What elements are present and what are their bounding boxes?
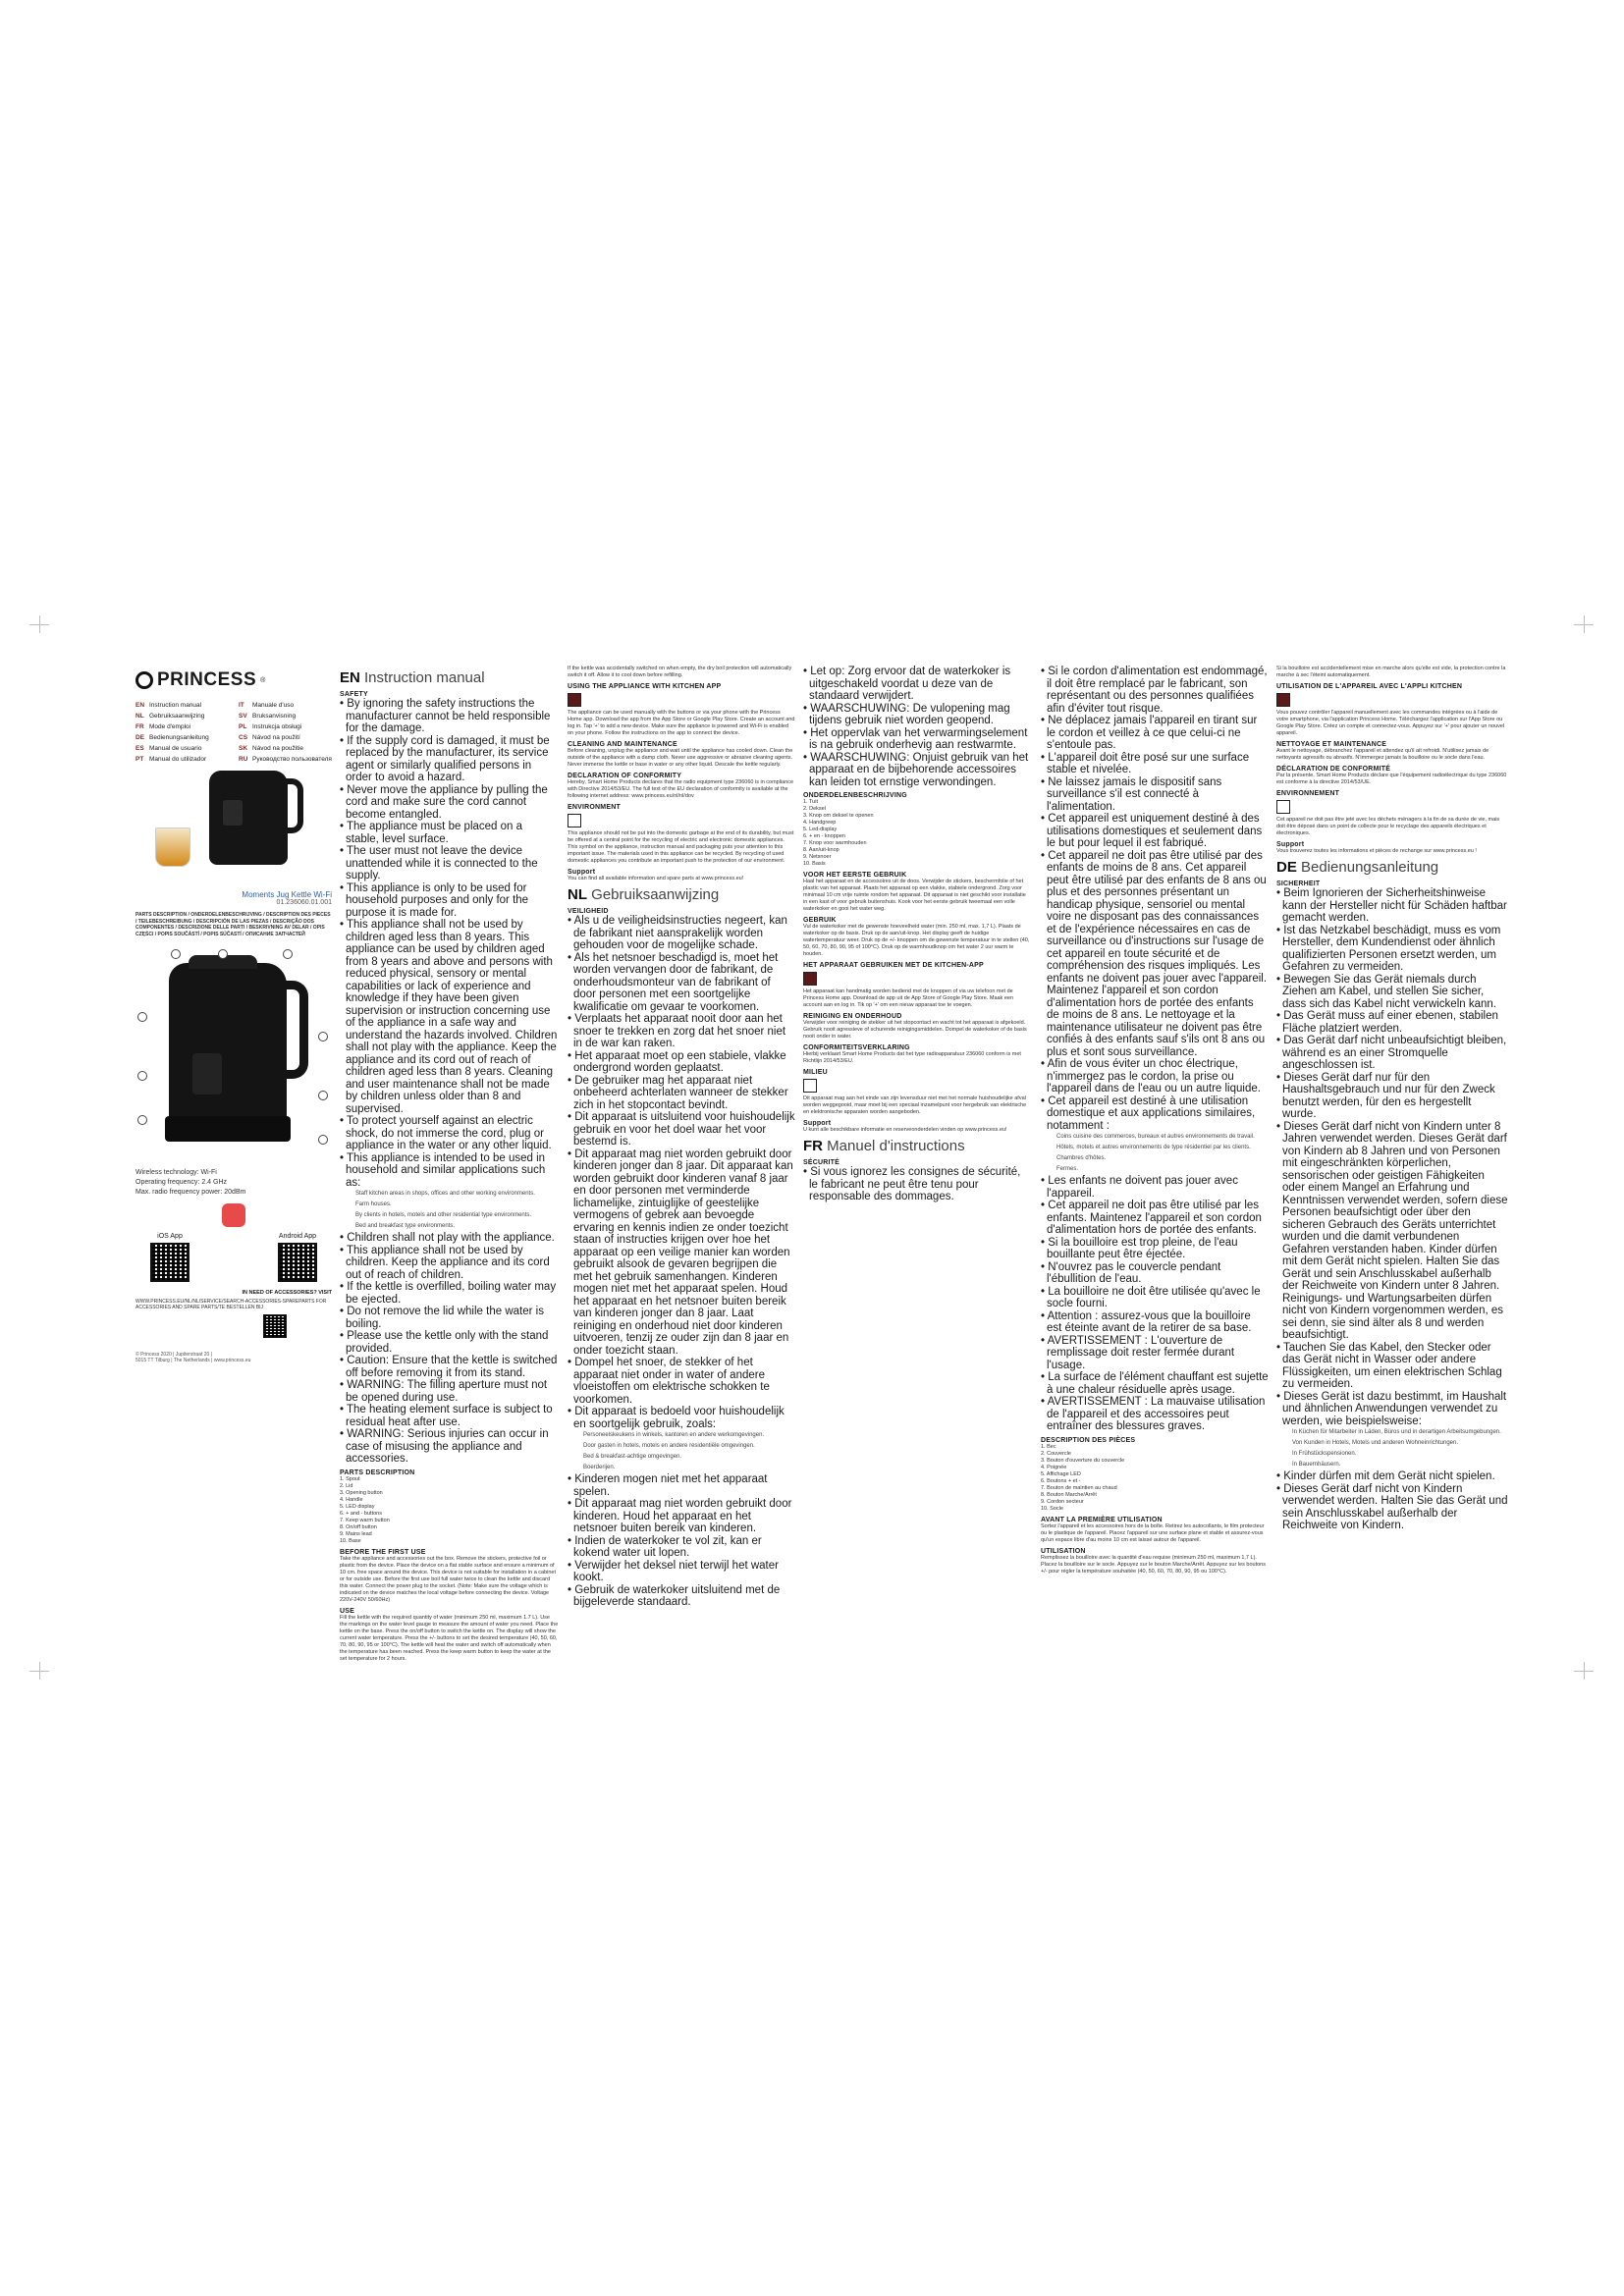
list-item: • Kinderen mogen niet met het apparaat spelen. [568,1473,795,1498]
paragraph: Het apparaat kan handmatig worden bediend met de knoppen of via uw telefoon met de Princess Home app. Download de app uit de App Store of Google Play Store. Maak een account aan en log in. Tik op '+' om een nieuw apparaat toe te voegen. [803,988,1014,1008]
list-item: • Let op: Zorg ervoor dat de waterkoker is uitgeschakeld voordat u deze van de standaard verwijdert. [803,666,1031,703]
list-item: • Das Gerät muss auf einer ebenen, stabilen Fläche platziert werden. [1276,1010,1508,1035]
list-item: • Als u de veiligheidsinstructies negeert, kan de fabrikant niet aansprakelijk worden gehouden voor de mogelijke schade. [568,915,795,952]
paragraph: If the kettle was accidentally switched on when empty, the dry boil protection will automatically switch it off. Allow it to cool down before refilling. [568,666,792,678]
subheading: DÉCLARATION DE CONFORMITÉ [1276,766,1391,773]
footer: © Princess 2020 | Jupiterstraat 20 | 5015 TT Tilburg | The Netherlands | www.princess.eu [135,1352,251,1363]
wireless-specs: Wireless technology: Wi-Fi Operating frequency: 2.4 GHz Max. radio frequency power: 20dBm [135,1169,246,1196]
language-item: RU Руководство пользователя [239,756,332,763]
list-item: • Kinder dürfen mit dem Gerät nicht spielen. [1276,1470,1508,1483]
safety-list [803,666,1031,788]
parts-heading: PARTS DESCRIPTION / ONDERDELENBESCHRIJVING / DESCRIPTION DES PIECES / TEILEBESCHREIBUNG / DESCRIPCIÓN DE LAS PIEZAS / DESCRIÇÃO DOS COMPONENTES / DESCRIZIONE DELLE PARTI / BESKRIVNING AV DELAR / OPIS CZĘŚCI / POPIS SOUČÁSTÍ / POPIS SÚČASTÍ / ОПИСАНИЕ ЗАПЧАСТЕЙ [135,912,331,937]
list-item: • Afin de vous éviter un choc électrique, n'immergez pas le cordon, la prise ou l'appareil dans de l'eau ou un autre liquide. [1041,1058,1269,1095]
subheading: UTILISATION [1041,1547,1086,1555]
list-item: • Cet appareil ne doit pas être utilisé par les enfants. Maintenez l'appareil et son cordon d'alimentation hors de portée des enfants. [1041,1200,1269,1237]
callout-marker [218,949,228,959]
safety-list [1276,887,1508,1427]
list-item: • Verwijder het deksel niet terwijl het water kookt. [568,1560,795,1584]
list-item: • Indien de waterkoker te vol zit, kan er kokend water uit lopen. [568,1535,795,1560]
brand-logo [135,669,332,691]
list-item: • De gebruiker mag het apparaat niet onbeheerd achterlaten wanneer de stekker zich in het stopcontact bevindt. [568,1075,795,1112]
app-qr-codes [135,1233,332,1282]
subheading: ONDERDELENBESCHRIJVING [803,792,907,799]
subheading: REINIGING EN ONDERHOUD [803,1013,902,1020]
subheading: SAFETY [340,691,368,698]
app-icon [222,1203,245,1227]
list-item: • This appliance is only to be used for household purposes and only for the purpose it is made for. [340,882,559,920]
crop-mark [1574,624,1594,625]
list-item: • Ne laissez jamais le dispositif sans surveillance s'il est connecté à l'alimentation. [1041,776,1269,814]
list-item: • The heating element surface is subject to residual heat after use. [340,1404,559,1428]
list-item: • AVERTISSEMENT : La mauvaise utilisation de l'appareil et des accessoires peut entraîner des blessures graves. [1041,1396,1269,1433]
paragraph: Vul de waterkoker met de gewenste hoeveelheid water (min. 250 ml, max. 1,7 L). Plaats de waterkoker op de basis. Druk op de aan/uit-knop. Het display geeft de huidige watertemperatuur weer. Druk op de +/- knoppen om de gewenste temperatuur in te stellen (40, 50, 60, 70, 80, 90, 95 of 100°C). Druk op de warmhoudknop om het water 2 uur warm te houden. [803,924,1030,957]
safety-list-2 [340,1232,559,1466]
list-item: • The user must not leave the device unattended while it is connected to the supply. [340,845,559,882]
paragraph: Cet appareil ne doit pas être jeté avec les déchets ménagers à la fin de sa durée de vie, mais doit être déposé dans un point de collecte pour le recyclage des appareils électriques et électroniques. [1276,817,1500,836]
list-item: • This appliance shall not be used by children. Keep the appliance and its cord out of reach of children. [340,1245,559,1282]
subheading: HET APPARAAT GEBRUIKEN MET DE KITCHEN-APP [803,962,984,969]
list-item: • L'appareil doit être posé sur une surface stable et nivelée. [1041,752,1269,776]
list-item: • Cet appareil est uniquement destiné à des utilisations domestiques et seulement dans le but pour lequel il est fabriqué. [1041,813,1269,850]
recycle-bin-icon [1276,800,1290,814]
app-icon [568,693,581,707]
list-item: • WARNING: The filling aperture must not be opened during use. [340,1379,559,1404]
language-item: SV Bruksanvisning [239,713,297,720]
paragraph: Sortez l'appareil et les accessoires hors de la boîte. Retirez les autocollants, le film protecteur ou le plastique de l'appareil. Placez l'appareil sur une surface plane et stable et assurez-vous qu'un espace libre d'au moins 10 cm est laissé autour de l'appareil. [1041,1522,1265,1543]
qr-code-icon [150,1243,189,1282]
list-item: • Dompel het snoer, de stekker of het apparaat niet onder in water of andere vloeistoffen om elektrische schokken te voorkomen. [568,1357,795,1406]
list-item: • WAARSCHUWING: Onjuist gebruik van het apparaat en de bijbehorende accessoires kan leiden tot ernstige verwondingen. [803,752,1031,789]
paragraph: Haal het apparaat en de accessoires uit de doos. Verwijder de stickers, beschermfolie of het plastic van het apparaat. Plaats het apparaat op een vlakke, stabiele ondergrond. Zorg voor minimaal 10 cm vrije ruimte rondom het apparaat. Dit apparaat is niet geschikt voor installatie in een kast of voor gebruik buitenshuis. Kook voor het eerste gebruik tweemaal een volle waterkoker en gooi het water weg. [803,879,1026,912]
list-item: • Ist das Netzkabel beschädigt, muss es vom Hersteller, dem Kundendienst oder ähnlich qualifizierten Personen ersetzt werden, um Gefahren zu vermeiden. [1276,925,1508,974]
list-item: • Dieses Gerät darf nicht von Kindern unter 8 Jahren verwendet werden. Dieses Gerät darf von Kindern ab 8 Jahren und von Personen mit eingeschränkten körperlichen, sensorischen oder geistigen Fähigkeiten oder einem Mangel an Erfahrung und Kenntnissen verwendet werden, sofern diese Personen beaufsichtigt oder über den sicheren Gebrauch des Geräts unterrichtet wurden und die damit verbundenen Gefahren verstanden haben. Kinder dürfen mit dem Gerät nicht spielen. Halten Sie das Gerät und sein Anschlusskabel außerhalb der Reichweite von Kindern unter 8 Jahren. Reinigungs- und Wartungsarbeiten dürfen nicht von Kindern vorgenommen werden, es sei denn, sie sind älter als 8 und werden beaufsichtigt. [1276,1121,1508,1342]
subheading: CLEANING AND MAINTENANCE [568,741,677,748]
safety-list [1041,666,1269,1132]
callout-marker [318,1032,328,1041]
product-model: 01.236060.01.001 [276,899,332,906]
nl-fr-column [803,666,1031,1203]
subheading: Support [1276,841,1305,848]
paragraph: Remplissez la bouilloire avec la quantité d'eau requise (minimum 250 ml, maximum 1,7 L). Placez la bouilloire sur le socle. Appuyez sur le bouton Marche/Arrêt. Appuyez sur les boutons +/- pour régler la température souhaitée (40, 50, 60, 70, 80, 90, 95 ou 100°C). [1041,1554,1266,1575]
product-name: Moments Jug Kettle Wi-Fi [242,890,332,899]
subheading: SICHERHEIT [1276,881,1321,887]
crown-icon [135,671,153,689]
list-item: • Caution: Ensure that the kettle is switched off before removing it from its stand. [340,1355,559,1379]
safety-list [568,915,795,1430]
recycle-bin-icon [568,814,581,828]
subheading: SÉCURITÉ [803,1159,839,1166]
cover-column [135,666,332,1363]
list-item: • Si la bouilloire est trop pleine, de l'eau bouillante peut être éjectée. [1041,1237,1269,1261]
language-item: EN Instruction manual [135,702,202,709]
subheading: Support [568,869,596,876]
crop-mark [1574,1671,1594,1672]
list-item: • WAARSCHUWING: De vulopening mag tijdens gebruik niet worden geopend. [803,703,1031,727]
list-item: • La bouilloire ne doit être utilisée qu'avec le socle fourni. [1041,1286,1269,1310]
callout-marker [171,949,181,959]
paragraph: The appliance can be used manually with the buttons or via your phone with the Princess Home app. Download the app from the App Store or Google Play Store. Create an account and log in. Tap '+' to add a new device. Make sure the appliance is powered and Wi-Fi is enabled on your phone. Follow the instructions on the app to connect the device. [568,710,795,736]
subheading: ENVIRONMENT [568,804,621,811]
language-item: NL Gebruiksaanwijzing [135,713,205,720]
list-item: • This appliance is intended to be used in household and similar applications such as: [340,1152,559,1190]
kettle-image [209,771,288,865]
list-item: • Dit apparaat mag niet worden gebruikt door kinderen. Houd het apparaat en het netsnoer buiten bereik van kinderen. [568,1498,795,1535]
list-item: • WARNING: Serious injuries can occur in case of misusing the appliance and accessories. [340,1428,559,1466]
list-item: • If the supply cord is damaged, it must be replaced by the manufacturer, its service agent or similarly qualified persons in order to avoid a hazard. [340,735,559,784]
callout-marker [137,1071,147,1081]
subheading: USE [340,1607,354,1615]
list-item: • Do not remove the lid while the water is boiling. [340,1306,559,1330]
paragraph: Fill the kettle with the required quantity of water (minimum 250 ml, maximum 1.7 L). Use the markings on the water level gauge to measure the amount of water you need. Place the kettle on the base. Press the on/off button to switch the kettle on. The display will show the current water temperature. Press the +/- buttons to set the desired temperature (40, 50, 60, 70, 80, 90, 95 or 100°C). The kettle will heat the water and switch off automatically when the temperature has been reached. Press the keep warm button to keep the water at the set temperature for 2 hours. [340,1614,559,1662]
callout-marker [137,1115,147,1125]
paragraph: Before cleaning, unplug the appliance and wait until the appliance has cooled down. Clean the outside of the appliance with a damp cloth. Never use aggressive or abrasive cleaning agents. Never immerse the kettle or base in water or any other liquid. Descale the kettle regularly. [568,748,793,768]
list-item: • Gebruik de waterkoker uitsluitend met de bijgeleverde standaard. [568,1584,795,1609]
safety-list [803,1166,1031,1203]
section-title-nl: NL Gebruiksaanwijzing [568,886,720,903]
safety-list-2 [568,1473,795,1609]
list-item: • Dieses Gerät darf nicht von Kindern verwendet werden. Halten Sie das Gerät und sein Anschlusskabel außerhalb der Reichweite von Kindern. [1276,1483,1508,1532]
language-list [135,701,332,765]
list-item: • Children shall not play with the appliance. [340,1232,559,1245]
parts-list: 1. Bec 2. Couvercle 3. Bouton d'ouverture du couvercle 4. Poignée 5. Affichage LED 6. Boutons + et - 7. Bouton de maintien au chaud 8. Bouton Marche/Arrêt 9. Cordon secteur 10. Socle [1041,1443,1125,1512]
list-item: • By ignoring the safety instructions the manufacturer cannot be held responsible for the damage. [340,698,559,735]
paragraph: Vous trouverez toutes les informations et pièces de rechange sur www.princess.eu ! [1276,848,1477,854]
manual-sheet [135,666,1508,1662]
sub-list: Personeelskeukens in winkels, kantoren en andere werkomgevingen. Door gasten in hotels, motels en andere residentiële omgevingen. Bed & breakfast-achtige omgevingen. Boerderijen. [583,1432,765,1470]
paragraph: You can find all available information and spare parts at www.princess.eu! [568,876,744,881]
language-item: SK Návod na použitie [239,745,304,752]
subheading: BEFORE THE FIRST USE [340,1548,426,1556]
sub-list: Coins cuisine des commerces, bureaux et autres environnements de travail. Hôtels, motels et autres environnements de type résidentiel par les clients. Chambres d'hôtes. Fermes. [1056,1134,1255,1172]
language-item: PL Instrukcja obsługi [239,723,302,730]
list-item: • Het oppervlak van het verwarmingselement is na gebruik onderhevig aan restwarmte. [803,727,1031,752]
list-item: • Het apparaat moet op een stabiele, vlakke ondergrond worden geplaatst. [568,1050,795,1075]
list-item: • Das Gerät darf nicht unbeaufsichtigt bleiben, während es an einer Stromquelle angeschlossen ist. [1276,1035,1508,1072]
accessories-heading: IN NEED OF ACCESSORIES? VISIT [242,1290,332,1296]
list-item: • Please use the kettle only with the stand provided. [340,1330,559,1355]
kettle-illustration [169,963,287,1138]
safety-list-2 [1041,1175,1269,1433]
subheading: NETTOYAGE ET MAINTENANCE [1276,741,1387,748]
subheading: USING THE APPLIANCE WITH KITCHEN APP [568,683,722,690]
paragraph: Vous pouvez contrôler l'appareil manuellement avec les commandes intégrées ou à l'aide de votre smartphone, via l'application Princess Home. Téléchargez l'application sur l'App Store ou Google Play Store. Créez un compte et connectez-vous. Appuyez sur '+' pour ajouter un nouvel appareil. [1276,710,1505,736]
list-item: • This appliance shall not be used by children aged less than 8 years. This appliance can be used by children aged from 8 years and above and persons with reduced physical, sensory or mental capabilities or lack of experience and knowledge if they have been given supervision or instruction concerning use of the appliance in a safe way and understand the hazards involved. Children shall not play with the appliance. Keep the appliance and its cord out of reach of children aged less than 8 years. Cleaning and user maintenance shall not be made by children unless older than 8 and supervised. [340,919,559,1115]
paragraph: Si la bouilloire est accidentellement mise en marche alors qu'elle est vide, la protection contre la marche à sec l'éteint automatiquement. [1276,666,1506,678]
subheading: AVANT LA PREMIÈRE UTILISATION [1041,1516,1163,1523]
list-item: • N'ouvrez pas le couvercle pendant l'ébullition de l'eau. [1041,1261,1269,1286]
tea-cup-image [155,828,190,867]
en-column [340,666,559,1663]
paragraph: Verwijder voor reiniging de stekker uit het stopcontact en wacht tot het apparaat is afgekoeld. Gebruik nooit agressieve of schurende reinigingsmiddelen. Dompel de waterkoker of de basis nooit onder in water. [803,1020,1027,1040]
qr-code-icon [278,1243,317,1282]
list-item: • Dieses Gerät ist dazu bestimmt, im Haushalt und ähnlichen Anwendungen verwendet zu werden, wie beispielsweise: [1276,1391,1508,1428]
product-caption [135,890,332,906]
list-item: • AVERTISSEMENT : L'ouverture de remplissage doit rester fermée durant l'usage. [1041,1335,1269,1372]
subheading: ENVIRONNEMENT [1276,790,1340,797]
app-icon [1276,693,1290,707]
subheading: DESCRIPTION DES PIÈCES [1041,1436,1136,1444]
subheading: UTILISATION DE L'APPAREIL AVEC L'APPLI KITCHEN [1276,683,1463,690]
list-item: • Bewegen Sie das Gerät niemals durch Ziehen am Kabel, und stellen Sie sicher, dass sich das Kabel nicht verwickeln kann. [1276,974,1508,1011]
list-item: • The appliance must be placed on a stable, level surface. [340,821,559,845]
list-item: • La surface de l'élément chauffant est sujette à une chaleur résiduelle après usage. [1041,1371,1269,1396]
list-item: • Dieses Gerät darf nur für den Haushaltsgebrauch und nur für den Zweck benutzt werden, für den es hergestellt wurde. [1276,1072,1508,1121]
paragraph: Hereby, Smart Home Products declares that the radio equipment type 236060 is in compliance with Directive 2014/53/EU. The full text of the EU declaration of conformity is available at the following internet address: www.princess.eu/nl/nl/dov [568,779,794,799]
fr-column [1041,666,1269,1575]
list-item: • Si vous ignorez les consignes de sécurité, le fabricant ne peut être tenu pour responsable des dommages. [803,1166,1031,1203]
qr-code-icon [263,1314,287,1338]
paragraph: This appliance should not be put into the domestic garbage at the end of its durability, but must be offered at a central point for the recycling of electric and electronic domestic appliances. This symbol on the appliance, instruction manual and packaging puts your attention to this important issue. The materials used in this appliance can be recycled. By recycling of used domestic appliances you contribute an important push to the protection of our environment. [568,830,794,864]
crop-mark [29,1671,49,1672]
language-item: FR Mode d'emploi [135,723,191,730]
list-item: • Dit apparaat is bedoeld voor huishoudelijk en soortgelijk gebruik, zoals: [568,1406,795,1430]
safety-list [340,698,559,1189]
product-photo [135,771,332,888]
subheading: CONFORMITEITSVERKLARING [803,1044,910,1051]
language-item: CS Návod na použití [239,734,300,741]
list-item: • Si le cordon d'alimentation est endommagé, il doit être remplacé par le fabricant, son représentant ou des personnes qualifiées afin d'éviter tout risque. [1041,666,1269,715]
paragraph: Take the appliance and accessories out the box. Remove the stickers, protective foil or plastic from the device. Place the device on a flat stable surface and ensure a minimum of 10 cm. free space around the device. This device is not suitable for installation in a cabinet or for outside use. Before the first use boil full water twice to clean the kettle and discard this water. Connect the power plug to the socket. (Note: Make sure the voltage which is indicated on the device matches the local voltage before connecting the device. Voltage 220V-240V 50/60Hz) [340,1555,557,1603]
sub-list: In Küchen für Mitarbeiter in Läden, Büros und in derartigen Arbeitsumgebungen. Von Kunden in Hotels, Motels und anderen Wohneinrichtungen. In Frühstückspensionen. In Bauernhäusern. [1292,1429,1501,1468]
language-item: ES Manual de usuario [135,745,202,752]
subheading: DECLARATION OF CONFORMITY [568,773,682,779]
list-item: • Als het netsnoer beschadigd is, moet het worden vervangen door de fabrikant, de onderhoudsmonteur van de fabrikant of door personen met een soortgelijke kwalificatie om gevaar te voorkomen. [568,952,795,1014]
list-item: • Dit apparaat is uitsluitend voor huishoudelijk gebruik en voor het doel waar het voor bestemd is. [568,1111,795,1148]
subheading: PARTS DESCRIPTION [340,1468,415,1476]
callout-marker [318,1135,328,1145]
list-item: • Ne déplacez jamais l'appareil en tirant sur le cordon et veillez à ce que celui-ci ne s'entoule pas. [1041,715,1269,752]
subheading: MILIEU [803,1069,828,1076]
parts-list: 1. Tuit 2. Deksel 3. Knop om deksel te openen 4. Handgreep 5. Led-display 6. + en - knoppen 7. Knop voor warmhouden 8. Aan/uit-knop 9. Netsnoer 10. Basis [803,799,874,867]
paragraph: Hierbij verklaart Smart Home Products dat het type radioapparatuur 236060 conform is met Richtlijn 2014/53/EU. [803,1051,1021,1064]
list-item: • Dit apparaat mag niet worden gebruikt door kinderen jonger dan 8 jaar. Dit apparaat kan worden gebruikt door kinderen vanaf 8 jaar en door personen met verminderde lichamelijke, zintuiglijke of geestelijke vermogens of gebrek aan bevoegde ervaring en kennis indien ze onder toezicht staan of instructies krijgen over hoe het apparaat op een veilige manier kan worden gebruikt alsook de gevaren begrijpen die met het gebruik samenhangen. Kinderen mogen niet met het apparaat spelen. Houd het apparaat en het netsnoer buiten bereik van kinderen jonger dan 8 jaar. Laat reiniging en onderhoud niet door kinderen uitvoeren, tenzij ze ouder zijn dan 8 jaar en onder toezicht staan. [568,1148,795,1358]
section-title-en: EN Instruction manual [340,669,485,686]
paragraph: U kunt alle beschikbare informatie en reserveonderdelen vinden op www.princess.eu! [803,1127,1007,1133]
subheading: VEILIGHEID [568,908,609,915]
callout-marker [318,1091,328,1100]
brand-reg: ® [260,676,266,684]
callout-marker [137,1012,147,1022]
list-item: • Beim Ignorieren der Sicherheitshinweise kann der Hersteller nicht für Schäden haftbar gemacht werden. [1276,887,1508,925]
safety-list-2 [1276,1470,1508,1532]
crop-mark [29,624,49,625]
section-title-de: DE Bedienungsanleitung [1276,859,1439,876]
list-item: • Cet appareil est destiné à une utilisation domestique et aux applications similaires, notamment : [1041,1095,1269,1133]
subheading: Support [803,1120,832,1127]
paragraph: Avant le nettoyage, débranchez l'appareil et attendez qu'il ait refroidi. N'utilisez jamais de nettoyants agressifs ou abrasifs. N'immergez jamais la bouilloire ou le socle dans l'eau. [1276,748,1489,761]
android-app-qr[interactable]: Android App [263,1233,332,1282]
language-item: DE Bedienungsanleitung [135,734,209,741]
list-item: • If the kettle is overfilled, boiling water may be ejected. [340,1281,559,1306]
list-item: • Les enfants ne doivent pas jouer avec l'appareil. [1041,1175,1269,1200]
list-item: • Never move the appliance by pulling the cord and make sure the cord cannot become entangled. [340,784,559,822]
app-icon [803,972,817,986]
paragraph: Par la présente, Smart Home Products déclare que l'équipement radioélectrique du type 236060 est conforme à la directive 2014/53/UE. [1276,773,1507,785]
list-item: • Verplaats het apparaat nooit door aan het snoer te trekken en zorg dat het snoer niet in de war kan raken. [568,1013,795,1050]
subheading: GEBRUIK [803,917,837,924]
brand-name: PRINCESS [157,669,257,690]
list-item: • Attention : assurez-vous que la bouilloire est éteinte avant de la retirer de sa base. [1041,1310,1269,1335]
sub-list: Staff kitchen areas in shops, offices and other working environments. Farm houses. By clients in hotels, motels and other residential type environments. Bed and breakfast type environments. [355,1191,535,1229]
paragraph: Dit apparaat mag aan het einde van zijn levensduur niet met het normale huishoudelijke afval worden weggegooid, maar moet bij een speciaal inzamelpunt voor hergebruik van elektrische en elektronische apparaten worden aangeboden. [803,1095,1027,1115]
section-title-fr: FR Manuel d'instructions [803,1138,965,1154]
language-item: IT Manuale d'uso [239,702,295,709]
language-item: PT Manual do utilizador [135,756,207,763]
ios-app-qr[interactable]: iOS App [135,1233,204,1282]
recycle-bin-icon [803,1079,817,1093]
list-item: • To protect yourself against an electric shock, do not immerse the cord, plug or appliance in the water or any other liquid. [340,1115,559,1152]
accessories-url[interactable]: WWW.PRINCESS.EU/NL/NL/SERVICE/SEARCH-ACCESSORIES-SPAREPARTS FOR ACCESSORIES AND SPARE PARTS/TE BESTELLEN BIJ [135,1299,327,1310]
en-nl-column [568,666,795,1609]
fr-de-column [1276,666,1508,1532]
parts-list: 1. Spout 2. Lid 3. Opening button 4. Handle 5. LED display 6. + and - buttons 7. Keep warm button 8. On/off button 9. Mains lead 10. Base [340,1475,390,1544]
callout-marker [283,949,293,959]
subheading: VOOR HET EERSTE GEBRUIK [803,872,907,879]
list-item: • Tauchen Sie das Kabel, den Stecker oder das Gerät nicht in Wasser oder andere Flüssigkeiten, um einen elektrischen Schlag zu vermeiden. [1276,1342,1508,1391]
list-item: • Cet appareil ne doit pas être utilisé par des enfants de moins de 8 ans. Cet appareil peut être utilisé par des enfants de 8 ans ou plus et des personnes présentant un handicap physique, sensoriel ou mental voire ne disposant pas des connaissances et de l'expérience nécessaires en cas de surveillance ou d'instructions sur l'usage de cet appareil en toute sécurité et de compréhension des risques impliqués. Les enfants ne doivent pas jouer avec l'appareil. Maintenez l'appareil et son cordon d'alimentation hors de portée des enfants de moins de 8 ans. Le nettoyage et la maintenance utilisateur ne doivent pas être confiés à des enfants sauf s'ils ont 8 ans ou plus et sont sous surveillance. [1041,850,1269,1059]
kettle-diagram [135,943,332,1154]
